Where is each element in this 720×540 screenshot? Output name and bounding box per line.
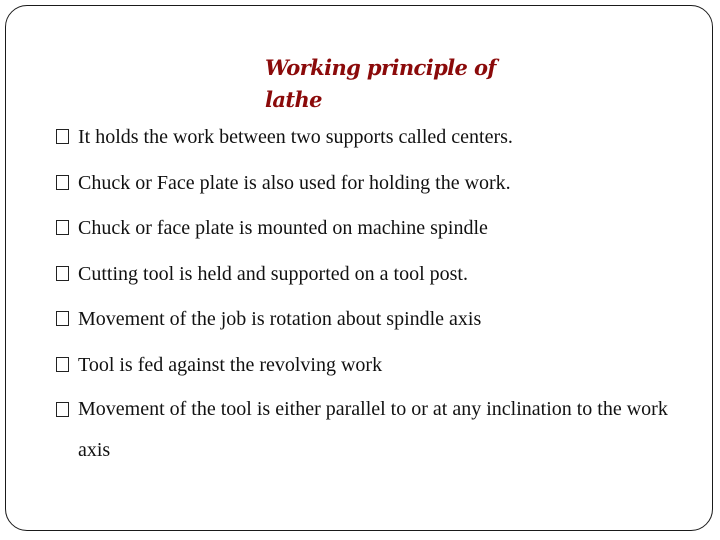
bullet-text: Chuck or Face plate is also used for holding the work. [78, 171, 511, 194]
bullet-item [54, 261, 694, 287]
square-box-icon [56, 357, 69, 372]
bullet-item [54, 389, 694, 471]
bullet-text: Chuck or face plate is mounted on machine spindle [78, 217, 488, 239]
bullet-item [54, 215, 694, 241]
bullet-text: Tool is fed against the revolving work [78, 353, 383, 376]
bullet-text: Cutting tool is held and supported on a tool post. [78, 262, 468, 285]
slide-title: Working principle of lathe [265, 55, 496, 112]
bullet-list [54, 124, 694, 491]
bullet-item [54, 124, 694, 150]
bullet-text: It holds the work between two supports called centers. [78, 126, 513, 148]
bullet-item [54, 352, 694, 378]
square-box-icon [56, 402, 69, 417]
square-box-icon [56, 220, 69, 235]
bullet-item [54, 170, 694, 196]
bullet-text: Movement of the job is rotation about spindle axis [78, 308, 482, 330]
square-box-icon [56, 266, 69, 281]
square-box-icon [56, 129, 69, 144]
bullet-item [54, 306, 694, 332]
square-box-icon [56, 175, 69, 190]
bullet-text: Movement of the tool is either parallel to or at any inclination to the work axis [78, 398, 668, 461]
square-box-icon [56, 311, 69, 326]
